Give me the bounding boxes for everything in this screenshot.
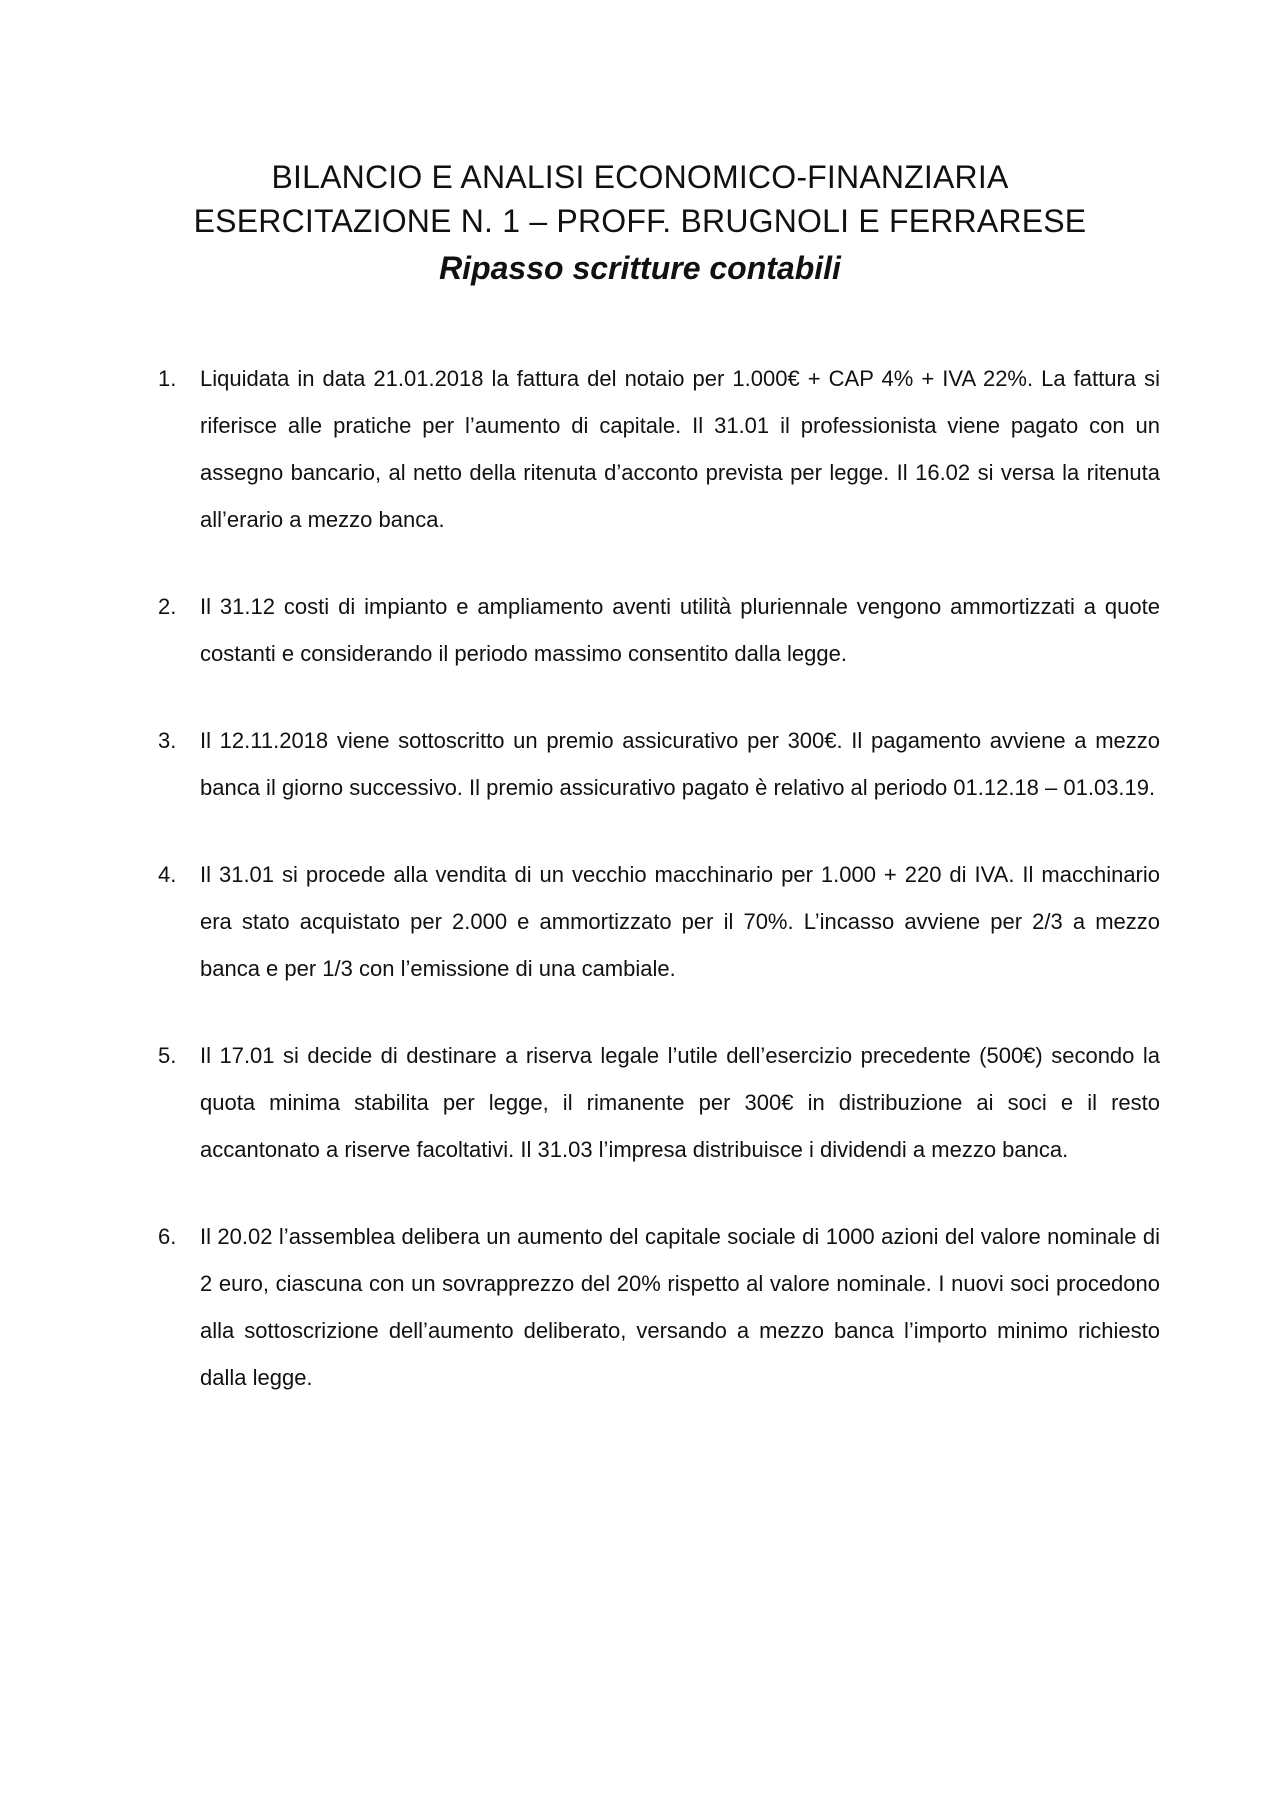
document-header [0, 155, 1280, 291]
item-text: Il 17.01 si decide di destinare a riserva legale l’utile dell’esercizio precedente (500€) secondo la quota minima stabilita per legge, il rimanente per 300€ in distribuzione ai soci e il resto accantonato a riserve facoltativi. Il 31.03 l’impresa distribuisce i dividendi a mezzo banca. [200, 1043, 1160, 1162]
document-subtitle: Ripasso scritture contabili [439, 250, 841, 286]
item-number: 2. [158, 594, 177, 619]
list-item [158, 355, 1160, 543]
item-number: 6. [158, 1224, 177, 1249]
item-number: 5. [158, 1043, 177, 1068]
list-item [158, 717, 1160, 811]
item-text: Il 31.12 costi di impianto e ampliamento aventi utilità pluriennale vengono ammortizzati a quote costanti e considerando il periodo massimo consentito dalla legge. [200, 594, 1160, 666]
list-item [158, 1213, 1160, 1401]
item-text: Il 12.11.2018 viene sottoscritto un premio assicurativo per 300€. Il pagamento avviene a mezzo banca il giorno successivo. Il premio assicurativo pagato è relativo al periodo 01.12.18 – 01.03.19. [200, 728, 1160, 800]
course-title: BILANCIO E ANALISI ECONOMICO-FINANZIARIA [271, 159, 1009, 195]
item-text: Il 31.01 si procede alla vendita di un vecchio macchinario per 1.000 + 220 di IVA. Il macchinario era stato acquistato per 2.000 e ammortizzato per il 70%. L’incasso avviene per 2/3 a mezzo banca e per 1/3 con l’emissione di una cambiale. [200, 862, 1160, 981]
list-item [158, 583, 1160, 677]
item-number: 1. [158, 366, 177, 391]
list-item [158, 851, 1160, 992]
item-text: Il 20.02 l’assemblea delibera un aumento del capitale sociale di 1000 azioni del valore nominale di 2 euro, ciascuna con un sovrapprezzo del 20% rispetto al valore nominale. I nuovi soci procedono alla sottoscrizione dell’aumento deliberato, versando a mezzo banca l’importo minimo richiesto dalla legge. [200, 1224, 1160, 1390]
list-item [158, 1032, 1160, 1173]
item-number: 3. [158, 728, 177, 753]
exercise-list [158, 355, 1160, 1441]
item-text: Liquidata in data 21.01.2018 la fattura del notaio per 1.000€ + CAP 4% + IVA 22%. La fattura si riferisce alle pratiche per l’aumento di capitale. Il 31.01 il professionista viene pagato con un assegno bancario, al netto della ritenuta d’acconto prevista per legge. Il 16.02 si versa la ritenuta all’erario a mezzo banca. [200, 366, 1160, 532]
item-number: 4. [158, 862, 177, 887]
exercise-title: ESERCITAZIONE N. 1 – PROFF. BRUGNOLI E FERRARESE [193, 203, 1087, 239]
